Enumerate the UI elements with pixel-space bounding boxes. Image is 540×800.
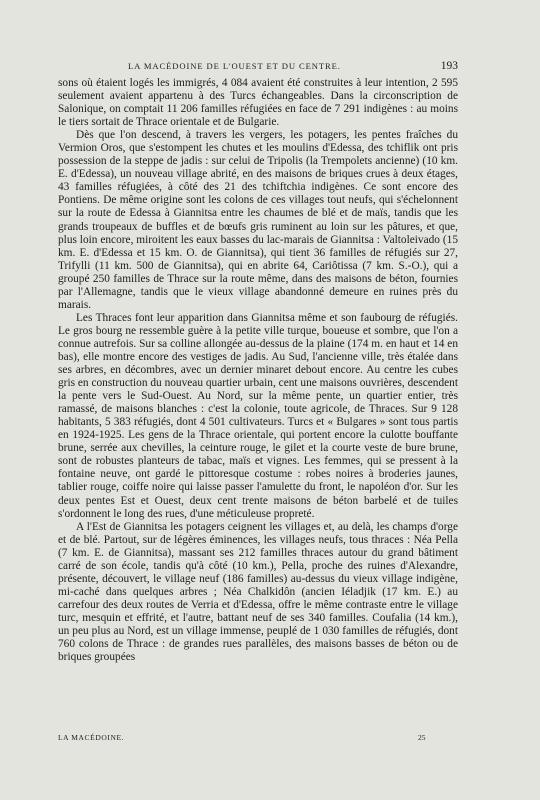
paragraph-4: A l'Est de Giannitsa les potagers ceignent les villages et, au delà, les champs d'orge et de blé. Partout, sur de légères éminences, les villages neufs, tous thraces : Néa Pella (7 km. E. de Giannitsa), massant ses 212 familles thraces autour du grand bâtiment carré de son école, tandis qu'à côté (10 km.), Pella, proche des ruines d'Alexandre, présente, découvert, le village neuf (186 familles) au-dessus du vieux village indigène, mi-caché dans quelques arbres ; Néa Chalkidôn (ancien Iéladjik (17 km. E.) au carrefour des deux routes de Verria et d'Edessa, offre le même contraste entre le village turc, mesquin et effrité, et l'autre, battant neuf de ses 340 familles. Coufalia (14 km.), un peu plus au Nord, est un village immense, peuplé de 1 030 familles de réfugiés, dont 760 colons de Thrace : de grandes rues parallèles, des maisons basses de béton ou de briques groupées — [58, 520, 458, 664]
page-number: 193 — [440, 60, 458, 72]
body-text — [58, 77, 458, 664]
paragraph-1: sons où étaient logés les immigrés, 4 084 avaient été construites à leur intention, 2 595 seulement avaient appartenu à des Turcs échangeables. Dans la circonscription de Salonique, on comptait 11 206 familles réfugiées en face de 7 291 indigènes : au moins le tiers sortait de Thrace orientale et de Bulgarie. — [58, 77, 458, 129]
paragraph-3: Les Thraces font leur apparition dans Giannitsa même et son faubourg de réfugiés. Le gros bourg ne ressemble guère à la petite ville turque, boueuse et sombre, que l'on a connue autrefois. Sur sa colline allongée au-dessus de la plaine (174 m. en haut et 14 en bas), elle montre encore des vestiges de jadis. Au Sud, l'ancienne ville, très étalée dans ses arbres, en décombres, avec un dernier minaret debout encore. Au centre les cubes gris en construction du nouveau quartier urbain, cent une maisons ouvrières, descendent la pente vers le Sud-Ouest. Au Nord, sur la même pente, un quartier entier, très ramassé, de maisons blanches : c'est la colonie, toute agricole, de Thraces. Sur 9 128 habitants, 5 383 réfugiés, dont 4 501 cultivateurs. Turcs et « Bulgares » sont tous partis en 1924-1925. Les gens de la Thrace orientale, qui portent encore la culotte bouffante brune, serrée aux chevilles, la ceinture rouge, le gilet et la courte veste de bure brune, sont de robustes planteurs de tabac, maïs et vignes. Les femmes, qui se pressent à la fontaine neuve, ont gardé le pittoresque costume : robes noires à broderies jaunes, tablier rouge, coiffe noire qui laisse passer l'amulette du front, le napoléon d'or. Sur les deux pentes Est et Ouest, deux cent trente maisons de béton barbelé et de tuiles s'ordonnent le long des rues, d'une méticuleuse propreté. — [58, 311, 458, 520]
paragraph-2: Dès que l'on descend, à travers les vergers, les potagers, les pentes fraîches du Vermion Oros, que s'estompent les chutes et les moulins d'Edessa, des tchiflik ont pris possession de la steppe de jadis : sur celui de Tripolis (la Trempolets ancienne) (10 km. E. d'Edessa), un nouveau village abrité, en des maisons de briques crues à deux étages, 43 familles réfugiées, à côté des 21 des tchiftchia indigènes. Ce sont encore des Pontiens. De même origine sont les colons de ces villages tout neufs, qui s'échelonnent sur la route de Edessa à Giannitsa entre les chaumes de blé et de maïs, tandis que les grands troupeaux de buffles et de bœufs gris ruminent au loin sur les pâtures, et que, plus loin encore, miroitent les eaux basses du lac-marais de Giannitsa : Valtoleivado (15 km. E. d'Edessa et 15 km. O. de Giannitsa), qui tient 36 familles de réfugiés sur 27, Trifylli (11 km. 500 de Giannitsa), qui en abrite 64, Cariôtissa (7 km. S.-O.), qui a groupé 250 familles de Thrace sur la route même, dans des maisons de béton, fournies par l'Allemagne, tandis que le vieux village abandonné demeure en ruines près du marais. — [58, 129, 458, 311]
signature-number: 25 — [418, 733, 426, 742]
running-head: LA MACÉDOINE DE L'OUEST ET DU CENTRE. — [128, 61, 341, 71]
signature-mark: LA MACÉDOINE. — [58, 733, 125, 742]
page-header — [58, 60, 458, 72]
